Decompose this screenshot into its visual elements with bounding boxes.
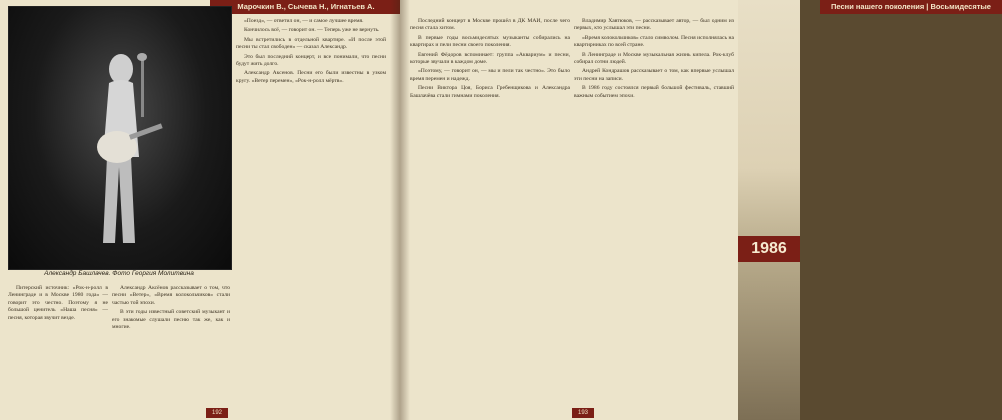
- paragraph: Питерский источник: «Рок-н-ролл в Ленинграде и в Москве 1980 года» — говорит это честно. Поэтому я не большой ценитель «Наша песня» — песня, которая звучит везде.: [8, 285, 108, 321]
- year-badge: 1986: [738, 236, 800, 262]
- paragraph: Это был последний концерт, и все понимали, что песни будут жить долго.: [236, 53, 386, 68]
- paragraph: Александр Аксёнов рассказывает о том, что песни «Ветер», «Время колокольчиков» стали частью той эпохи.: [112, 285, 230, 306]
- paragraph: В эти годы известный советский музыкант и его знакомые слушали песню так же, как и многие.: [112, 309, 230, 331]
- paragraph: В первые годы восьмидесятых музыканты собирались на квартирах и пели песни своего поколения.: [410, 34, 570, 49]
- singer-with-guitar-image: [69, 47, 169, 247]
- text-column-3: [236, 18, 386, 408]
- concert-photo: [8, 6, 232, 270]
- text-column-5: [574, 18, 734, 408]
- paragraph: В 1986 году состоялся первый большой фестиваль, ставший важным событием эпохи.: [574, 85, 734, 99]
- paragraph: Андрей Кондрашов рассказывает о том, как впервые услышал эти песни на записи.: [574, 68, 734, 82]
- paragraph: Александр Аксенов. Песни его были известны в узком кругу. «Ветер перемен», «Рок-н-ролл мёртв».: [236, 70, 386, 84]
- text-column-1: [8, 285, 108, 410]
- side-photo-strip: [738, 0, 800, 420]
- text-column-4: [410, 18, 570, 408]
- left-page: [0, 0, 400, 420]
- book-spine-shadow: [390, 0, 410, 420]
- left-page-number: 192: [206, 408, 228, 418]
- paragraph: Владимир Хавтюков, — рассказывает автор, — был одним из первых, кто услышал эти песни.: [574, 18, 734, 32]
- paragraph: Последний концерт в Москве прошёл в ДК МАИ, после чего песня стала хитом.: [410, 18, 570, 32]
- paragraph: «Поэтому, — говорит он, — мы и пели так честно». Это было время перемен и надежд.: [410, 68, 570, 82]
- paragraph: Евгений Фёдоров вспоминает: группа «Аквариум» и песни, которые звучали в каждом доме.: [410, 51, 570, 66]
- photo-caption: Александр Башлачев. Фото Георгия Молитвина: [44, 270, 194, 277]
- paragraph: «Поезд», — ответил он, — и самое лучшее время.: [244, 18, 364, 24]
- paragraph: Мы встретились в отдельной квартире. «И после этой песни ты стал свободен» — сказал Александр.: [236, 36, 386, 51]
- paragraph: Кончилось всё, — говорит он. — Теперь уже не вернуть.: [244, 27, 380, 34]
- right-page-number: 193: [572, 408, 594, 418]
- paragraph: «Время колокольчиков» стало символом. Песня исполнялась на квартирниках по всей стране.: [574, 34, 734, 49]
- left-running-header: Марочкин В., Сычева Н., Игнатьев А.: [210, 0, 402, 14]
- right-running-header: Песни нашего поколения | Восьмидесятые: [820, 0, 1002, 14]
- paragraph: Песни Виктора Цоя, Бориса Гребенщикова и Александра Башлачёва стали гимнами поколения.: [410, 85, 570, 99]
- text-column-2: [112, 285, 230, 410]
- paragraph: В Ленинграде и Москве музыкальная жизнь кипела. Рок-клуб собирал сотни людей.: [574, 51, 734, 66]
